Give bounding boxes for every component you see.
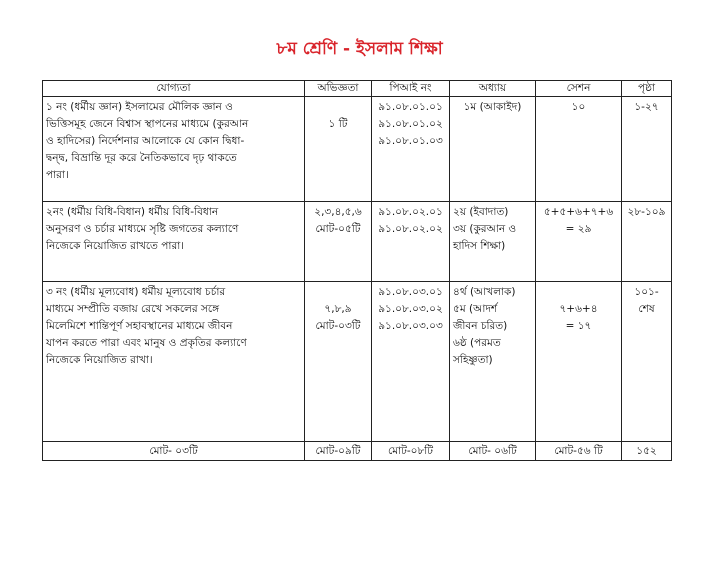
experience-cell — [305, 202, 372, 282]
pi-cell — [372, 282, 450, 442]
table-header-row — [43, 81, 672, 97]
pi-line: ৯১.০৮.০৩.০৩ — [378, 320, 443, 332]
experience-cell — [305, 282, 372, 442]
page-cell — [622, 282, 672, 442]
competency-line: ১ নং (ধর্মীয় জ্ঞান) ইসলামের মৌলিক জ্ঞান ও — [46, 101, 233, 113]
session-cell — [536, 202, 622, 282]
table-row — [43, 202, 672, 282]
header-competency: যোগ্যতা — [43, 81, 305, 97]
chapter-cell — [450, 202, 536, 282]
total-pi: মোট-০৮টি — [372, 442, 450, 461]
page-cell — [622, 202, 672, 282]
total-session: মোট-৫৬ টি — [536, 442, 622, 461]
pi-cell — [372, 202, 450, 282]
experience-line: ১ টি — [328, 118, 348, 130]
experience-cell — [305, 97, 372, 202]
chapter-line: জীবন চরিত) — [453, 320, 508, 332]
competency-line: নিজেকে নিয়োজিত রাখা। — [46, 354, 153, 366]
page-line: শেষ — [638, 303, 655, 315]
table-row — [43, 282, 672, 442]
chapter-line: সহিষ্ণুতা) — [453, 354, 493, 366]
experience-line: ২,৩,৪,৫,৬ — [314, 206, 362, 218]
session-line: = ১৭ — [565, 320, 592, 332]
total-experience: মোট-০৯টি — [305, 442, 372, 461]
total-chapter: মোট- ০৬টি — [450, 442, 536, 461]
header-session: সেশন — [536, 81, 622, 97]
experience-line: মোট-০৩টি — [315, 320, 361, 332]
header-pi-number: পিআই নং — [372, 81, 450, 97]
chapter-line: হাদিস শিক্ষা) — [453, 240, 506, 252]
pi-line: ৯১.০৮.০১.০২ — [378, 118, 443, 130]
experience-line: ৭,৮,৯ — [324, 303, 352, 315]
pi-line: ৯১.০৮.০৩.০২ — [378, 303, 443, 315]
page-line: ১-২৭ — [634, 101, 659, 113]
chapter-line: ৫ম (আদর্শ — [453, 303, 498, 315]
competency-line: ৩ নং (ধর্মীয় মূল্যবোধ) ধর্মীয় মূল্যবোধ চর্চার — [46, 286, 226, 298]
session-cell — [536, 282, 622, 442]
session-line: ৭+৬+৪ — [559, 303, 598, 315]
competency-line: নিজেকে নিয়োজিত রাখতে পারা। — [46, 240, 185, 252]
totals-row — [43, 442, 672, 461]
session-line: = ২৯ — [565, 223, 592, 235]
header-page: পৃষ্ঠা — [622, 81, 672, 97]
chapter-cell — [450, 282, 536, 442]
pi-line: ৯১.০৮.০১.০৩ — [378, 135, 443, 147]
session-cell — [536, 97, 622, 202]
total-competency: মোট- ০৩টি — [43, 442, 305, 461]
experience-line — [308, 284, 368, 301]
pi-line: ৯১.০৮.০৩.০১ — [378, 286, 443, 298]
table-row — [43, 97, 672, 202]
competency-line: ভিত্তিসমূহ জেনে বিশ্বাস স্থাপনের মাধ্যমে (কুরআন — [46, 118, 249, 130]
experience-line: মোট-০৫টি — [315, 223, 361, 235]
competency-line: যাপন করতে পারা এবং মানুষ ও প্রকৃতির কল্যাণে — [46, 337, 247, 349]
page-line: ১০১- — [634, 286, 659, 298]
competency-cell — [43, 282, 305, 442]
header-chapter: অধ্যায় — [450, 81, 536, 97]
pi-line: ৯১.০৮.০২.০২ — [378, 223, 443, 235]
competency-line: অনুসরণ ও চর্চার মাধ্যমে সৃষ্টি জগতের কল্যাণে — [46, 223, 239, 235]
pi-line: ৯১.০৮.০১.০১ — [378, 101, 443, 113]
chapter-line: ৩য় (কুরআন ও — [453, 223, 517, 235]
chapter-line: ৬ষ্ঠ (পরমত — [453, 337, 501, 349]
page-cell — [622, 97, 672, 202]
pi-cell — [372, 97, 450, 202]
session-line: ৫+৫+৬+৭+৬ — [543, 206, 614, 218]
pi-line: ৯১.০৮.০২.০১ — [378, 206, 443, 218]
session-line: ১০ — [571, 101, 586, 113]
chapter-line: ৪র্থ (আখলাক) — [453, 286, 516, 298]
total-page: ১৫২ — [622, 442, 672, 461]
competency-line: দ্বন্দ্ব, বিভ্রান্তি দূর করে নৈতিকভাবে দৃঢ় থাকতে — [46, 152, 237, 164]
session-line — [539, 284, 618, 301]
chapter-line: ১ম (আকাইদ) — [463, 101, 522, 113]
competency-line: ও হাদিসের) নির্দেশনার আলোকে যে কোন দ্বিধা- — [46, 135, 245, 147]
competency-line: ২নং (ধর্মীয় বিধি-বিধান) ধর্মীয় বিধি-বিধান — [46, 206, 219, 218]
curriculum-table — [42, 80, 672, 461]
competency-cell — [43, 97, 305, 202]
header-experience: অভিজ্ঞতা — [305, 81, 372, 97]
chapter-line: ২য় (ইবাদাত) — [453, 206, 509, 218]
competency-line: পারা। — [46, 169, 69, 181]
competency-line: মাধ্যমে সম্প্রীতি বজায় রেখে সকলের সঙ্গে — [46, 303, 220, 315]
chapter-cell — [450, 97, 536, 202]
competency-line: মিলেমিশে শান্তিপূর্ণ সহাবস্থানের মাধ্যমে জীবন — [46, 320, 233, 332]
page-line: ২৮-১০৯ — [627, 206, 666, 218]
page-title: ৮ম শ্রেণি - ইসলাম শিক্ষা — [276, 39, 443, 59]
competency-cell — [43, 202, 305, 282]
